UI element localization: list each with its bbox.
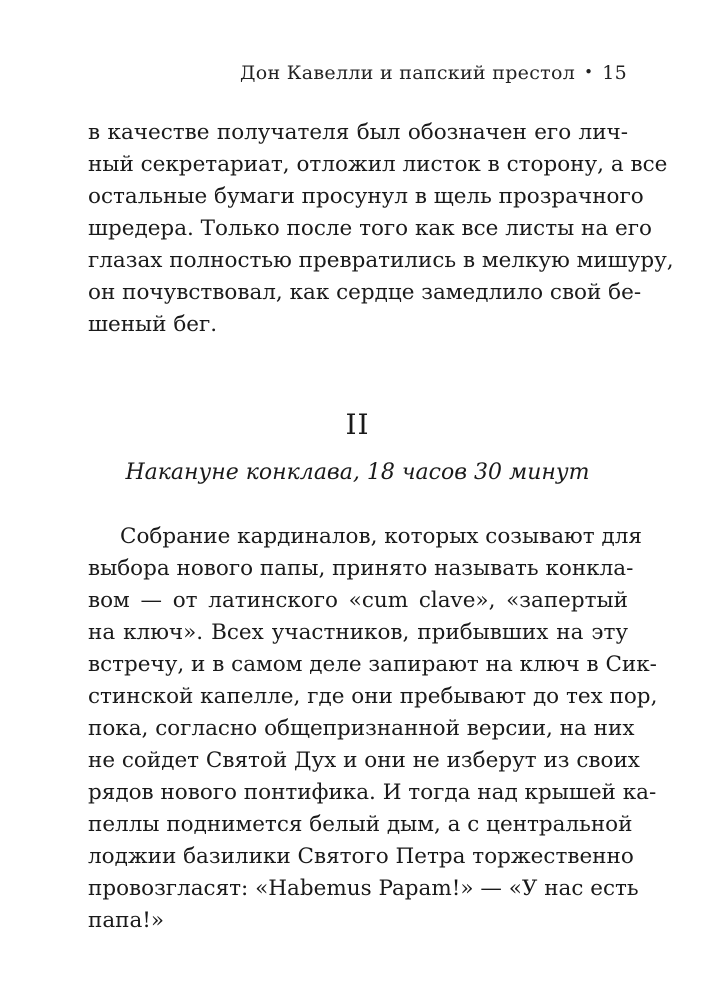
text-line: встречу, и в самом деле запирают на ключ в Сик- <box>88 652 657 677</box>
text-line: пеллы поднимется белый дым, а с центральной <box>88 812 633 837</box>
text-line: в качестве получателя был обозначен его лич- <box>88 120 628 145</box>
text-line: ный секретариат, отложил листок в сторону, а все <box>88 152 668 177</box>
text-line: на ключ». Всех участников, прибывших на эту <box>88 620 628 645</box>
text-line: провозгласят: «Habemus Papam!» — «У нас есть <box>88 876 639 901</box>
text-line: рядов нового понтифика. И тогда над крышей ка- <box>88 780 657 805</box>
text-line: шредера. Только после того как все листы на его <box>88 216 652 241</box>
header-separator: • <box>584 63 594 81</box>
text-line: вом — от латинского «cum clave», «запертый <box>88 588 628 613</box>
text-line: не сойдет Святой Дух и они не изберут из своих <box>88 748 640 773</box>
chapter-subtitle: Накануне конклава, 18 часов 30 минут <box>125 460 590 485</box>
text-line: остальные бумаги просунул в щель прозрачного <box>88 184 644 209</box>
text-line: глазах полностью превратились в мелкую мишуру, <box>88 248 674 273</box>
text-line: стинской капелле, где они пребывают до тех пор, <box>88 684 658 709</box>
text-line: лоджии базилики Святого Петра торжественно <box>88 844 634 869</box>
chapter-number: II <box>345 408 370 441</box>
text-line: выбора нового папы, принято называть конкла- <box>88 556 634 581</box>
running-header <box>240 62 627 84</box>
text-line: шеный бег. <box>88 312 218 337</box>
running-title: Дон Кавелли и папский престол <box>239 62 576 84</box>
text-line: папа!» <box>88 908 165 933</box>
text-line: пока, согласно общепризнанной версии, на них <box>88 716 635 741</box>
page-number: 15 <box>602 62 627 84</box>
text-line: Собрание кардиналов, которых созывают для <box>120 524 642 549</box>
text-line: он почувствовал, как сердце замедлило свой бе- <box>88 280 642 305</box>
